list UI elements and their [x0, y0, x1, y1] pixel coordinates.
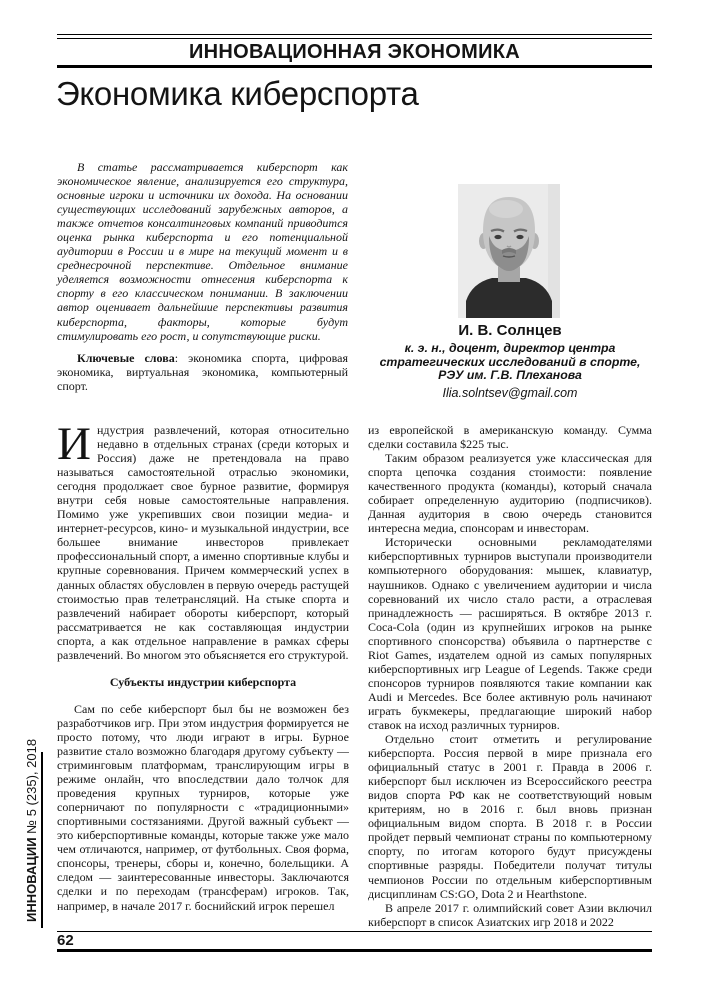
footer-thick-rule	[57, 949, 652, 952]
footer-thin-rule	[57, 931, 652, 932]
dropcap-letter: И	[57, 423, 91, 470]
author-affiliation-line: стратегических исследований в спорте,	[379, 354, 641, 369]
paragraph-text: ндустрия развлечений, которая относительно недавно в отдельных странах (среди которых и Россия) даже не претендовала на право называться самостоятельной отраслью экономики, сегодня продолжает свое бурное развитие, формируя внутри себя новые самостоятельные направления. Помимо уже укрепивших свои позиции медиа- и интернет-ресурсов, кино- и музыкальной индустрии, все большее внимание инвесторов привлекает профессиональный спорт, а именно спортивные клубы и крупные соревнования. Причем коммерческий успех в данных областях обусловлен в первую очередь растущей стоимостью прав телетрансляций. На стыке спорта и развлечений набирает обороты киберспорт, который рассматривается не как составляющая индустрии спорта, а как отдельное направление в рамках сферы развлечений. Во многом это объясняется его структурой.	[57, 423, 349, 662]
keywords-paragraph	[57, 351, 348, 393]
abstract-text: В статье рассматривается киберспорт как экономическое явление, анализируется его структура, основные игроки и источники их дохода. На основании существующих исследований зарубежных авторов, а также отчетов консалтинговых компаний приводится оценка рынка киберспорта и его потенциальной аудитории в России и в мире на текущий момент и в среднесрочной перспективе. Отдельное внимание уделяется возможности отнесения киберспорта к спорту в его классическом понимании. В заключении автор оценивает дальнейшие перспективы развития киберспорта, факторы, которые будут стимулировать его рост, и сопутствующие риски.	[57, 160, 348, 343]
journal-sidebar	[24, 738, 40, 922]
body-paragraph: Сам по себе киберспорт был бы не возможен без разработчиков игр. При этом индустрия формируется не просто потому, что люди играют в игры. Бурное развитие стало возможно благодаря другому субъекту — стриминговым платформам, транслирующим игры в режиме онлайн, что впоследствии дало толчок для проведения крупных турниров, которые уже соперничают по популярности с «традиционными» спортивными состязаниями. Другой важный субъект — это киберспортивные команды, которые также уже мало чем отличаются, например, от футбольных. Своя форма, спонсоры, тренеры, сборы и, конечно, болельщики. А следом — заинтересованные инвесторы. Заключаются сделки и по переходам (трансферам) игроков. Так, например, в начале 2017 г. боснийский игрок перешел	[57, 701, 349, 913]
journal-name: ИННОВАЦИИ	[24, 833, 39, 922]
author-name: И. В. Солнцев	[458, 322, 562, 339]
body-paragraph: Исторически основными рекламодателями киберспортивных турниров выступали производители компьютерного оборудования: мышек, клавиатур, наушников. Однако с увеличением аудитории и числа соревнований их число стало расти, а отраслевая принадлежность — расширяться. В октябре 2013 г. Coca-Cola (один из крупнейших игроков на рынке спортивного спонсорства) объявила о партнерстве с Riot Games, издателем одной из самых популярных киберспортивных игр League of Legends. Также среди спонсоров турниров появляются такие компании как Audi и Mercedes. Все более активную роль начинают играть букмекеры, предлагающие широкий набор ставок на исход различных турниров.	[368, 535, 652, 732]
body-paragraph: Таким образом реализуется уже классическая для спорта цепочка создания стоимости: появление качественного продукта (команды), который сначала собирает определенную аудиторию (подписчиков). Данная аудитория в свою очередь становится интересна медиа, спонсорам и инвесторам.	[368, 451, 652, 536]
eye-left	[494, 235, 501, 239]
header-thick-rule	[57, 65, 652, 68]
keywords-text: : экономика спорта, цифровая экономика, виртуальная экономика, компьютерный спорт.	[57, 351, 348, 394]
body-paragraph: Отдельно стоит отметить и регулирование киберспорта. Россия первой в мире признала его официальный статус в 2001 г. Правда в 2006 г. киберспорт был исключен из Всероссийского реестра видов спорта РФ как не соответствующий новым критериям, но в 2016 г. был вновь признан официальным видом спорта. В 2018 г. в России пройдет первый чемпионат страны по компьютерному спорту, по итогам которого будут присуждены спортивные разряды. Победители получат титулы чемпионов России по отдельным киберспортивным дисциплинам CS:GO, Dota 2 и Hearthstone.	[368, 732, 652, 901]
journal-issue: № 5 (235), 2018	[24, 738, 39, 834]
body-column-left	[57, 423, 349, 931]
section-subheading: Субъекты индустрии киберспорта	[109, 674, 297, 689]
body-paragraph: В апреле 2017 г. олимпийский совет Азии включил киберспорт в список Азиатских игр 2018 и 2022	[368, 900, 652, 929]
body-column-right	[368, 423, 652, 931]
keywords-label: Ключевые слова	[77, 351, 175, 365]
body-paragraph	[57, 423, 349, 662]
author-photo	[458, 184, 560, 318]
author-affiliation-line: РЭУ им. Г.В. Плеханова	[438, 368, 582, 383]
shirt	[466, 278, 552, 318]
author-email: Ilia.solntsev@gmail.com	[442, 385, 578, 400]
body-paragraph: из европейской в американскую команду. Сумма сделки составила $225 тыс.	[368, 423, 652, 452]
author-block	[368, 322, 652, 400]
author-affiliation-line: к. э. н., доцент, директор центра	[404, 341, 616, 355]
sidebar-rule	[41, 752, 43, 928]
page-number: 62	[57, 932, 74, 949]
header-double-rule	[57, 34, 652, 39]
eye-right	[516, 235, 523, 239]
section-header: ИННОВАЦИОННАЯ ЭКОНОМИКА	[188, 41, 521, 63]
article-title: Экономика киберспорта	[56, 75, 419, 112]
